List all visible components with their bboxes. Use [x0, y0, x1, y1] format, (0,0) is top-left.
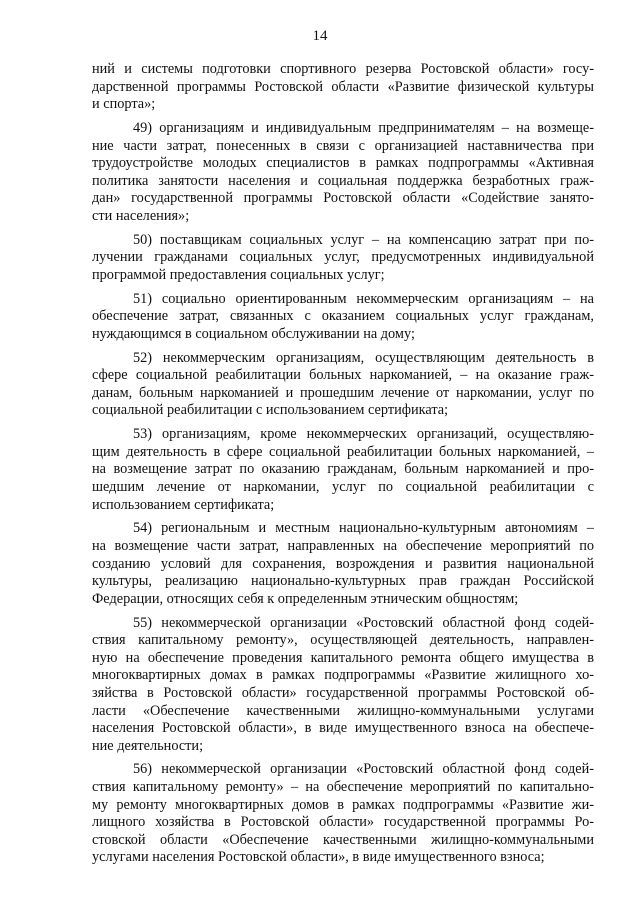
text-line: обеспечение затрат, связанных с оказанием социальных услуг гражданам, [92, 308, 594, 325]
text-line: 54) региональным и местным национально-культурным автономиям – [133, 520, 594, 537]
paragraph-item-51 [92, 291, 594, 344]
text-line: 50) поставщикам социальных услуг – на компенсацию затрат при по- [133, 231, 594, 248]
text-line: зяйства в Ростовской области» государственной программы Ростовской об- [92, 684, 594, 701]
text-line: услугами населения Ростовской области», в виде имущественного взноса; [92, 849, 545, 866]
text-line: ние части затрат, понесенных в связи с организацией наставничества при [92, 137, 594, 154]
text-line: му ремонту многоквартирных домов в рамках подпрограммы «Развитие жи- [92, 796, 594, 813]
text-line: 55) некоммерческой организации «Ростовский областной фонд содей- [133, 614, 594, 631]
text-line: 56) некоммерческой организации «Ростовский областной фонд содей- [133, 761, 594, 778]
paragraph-item-52 [92, 350, 594, 420]
text-line: на возмещение затрат по оказанию гражданам, больным наркоманией и про- [92, 461, 594, 478]
paragraph-continuation [92, 61, 594, 114]
text-line: щим деятельность в сфере социальной реабилитации больных наркоманией, – [92, 443, 594, 460]
text-line: на возмещение части затрат, направленных на обеспечение мероприятий по [92, 537, 594, 554]
paragraph-item-53 [92, 426, 594, 514]
text-line: ний и системы подготовки спортивного резерва Ростовской области» госу- [92, 61, 594, 77]
text-line: созданию условий для сохранения, возрождения и развития национальной [92, 555, 594, 572]
text-line: сфере социальной реабилитации больных наркоманией, – на оказание граж- [92, 367, 594, 384]
text-line: сти населения»; [92, 207, 190, 224]
text-line: дарственной программы Ростовской области «Развитие физической культуры [92, 78, 594, 95]
text-line: социальной реабилитации с использованием сертификата; [92, 402, 449, 419]
text-line: политика занятости населения и социальная поддержка безработных граж- [92, 172, 594, 189]
paragraph-item-55 [92, 615, 594, 756]
text-line: ствия капитальному ремонту» – на обеспечение мероприятий по капитально- [92, 779, 594, 796]
text-line: использованием сертификата; [92, 496, 275, 513]
text-line: лучении гражданами социальных услуг, предусмотренных индивидуальной [92, 249, 594, 266]
document-body [92, 61, 594, 873]
page-number: 14 [312, 28, 328, 44]
text-line: трудоустройстве молодых специалистов в рамках подпрограммы «Активная [92, 155, 594, 172]
text-line: ние деятельности; [92, 737, 204, 754]
text-line: ствия капитальному ремонту», осуществляющей деятельность, направлен- [92, 632, 594, 649]
text-line: стовской области «Обеспечение качественными жилищно-коммунальными [92, 831, 594, 848]
text-line: Федерации, относящих себя к определенным этническим общностям; [92, 590, 519, 607]
paragraph-item-49 [92, 120, 594, 226]
text-line: 52) некоммерческим организациям, осуществляющим деятельность в [133, 349, 594, 366]
text-line: 49) организациям и индивидуальным предпринимателям – на возмеще- [133, 119, 594, 136]
text-line: населения Ростовской области», в виде имущественного взноса на обеспече- [92, 720, 594, 737]
text-line: 53) организациям, кроме некоммерческих организаций, осуществляю- [133, 426, 594, 443]
text-line: и спорта»; [92, 96, 156, 113]
text-line: культуры, реализацию национально-культурных прав граждан Российской [92, 573, 594, 590]
text-line: нуждающимся в социальном обслуживании на дому; [92, 325, 415, 342]
paragraph-item-54 [92, 520, 594, 608]
paragraph-item-56 [92, 761, 594, 867]
text-line: дан» государственной программы Ростовской области «Содействие занято- [92, 190, 594, 207]
text-line: 51) социально ориентированным некоммерческим организациям – на [133, 290, 594, 307]
text-line: шедшим лечение от наркомании, услуг по социальной реабилитации с [92, 479, 594, 495]
text-line: многоквартирных домах в рамках подпрограммы «Развитие жилищного хо- [92, 667, 594, 684]
text-line: данам, больным наркоманией и прошедшим лечение от наркомании, услуг по [92, 384, 594, 401]
text-line: ную на обеспечение проведения капитального ремонта общего имущества в [92, 649, 594, 666]
paragraph-item-50 [92, 232, 594, 285]
text-line: лищного хозяйства в Ростовской области» государственной программы Ро- [92, 814, 594, 831]
text-line: программой предоставления социальных услуг; [92, 266, 385, 283]
text-line: ласти «Обеспечение качественными жилищно-коммунальными услугами [92, 702, 594, 719]
